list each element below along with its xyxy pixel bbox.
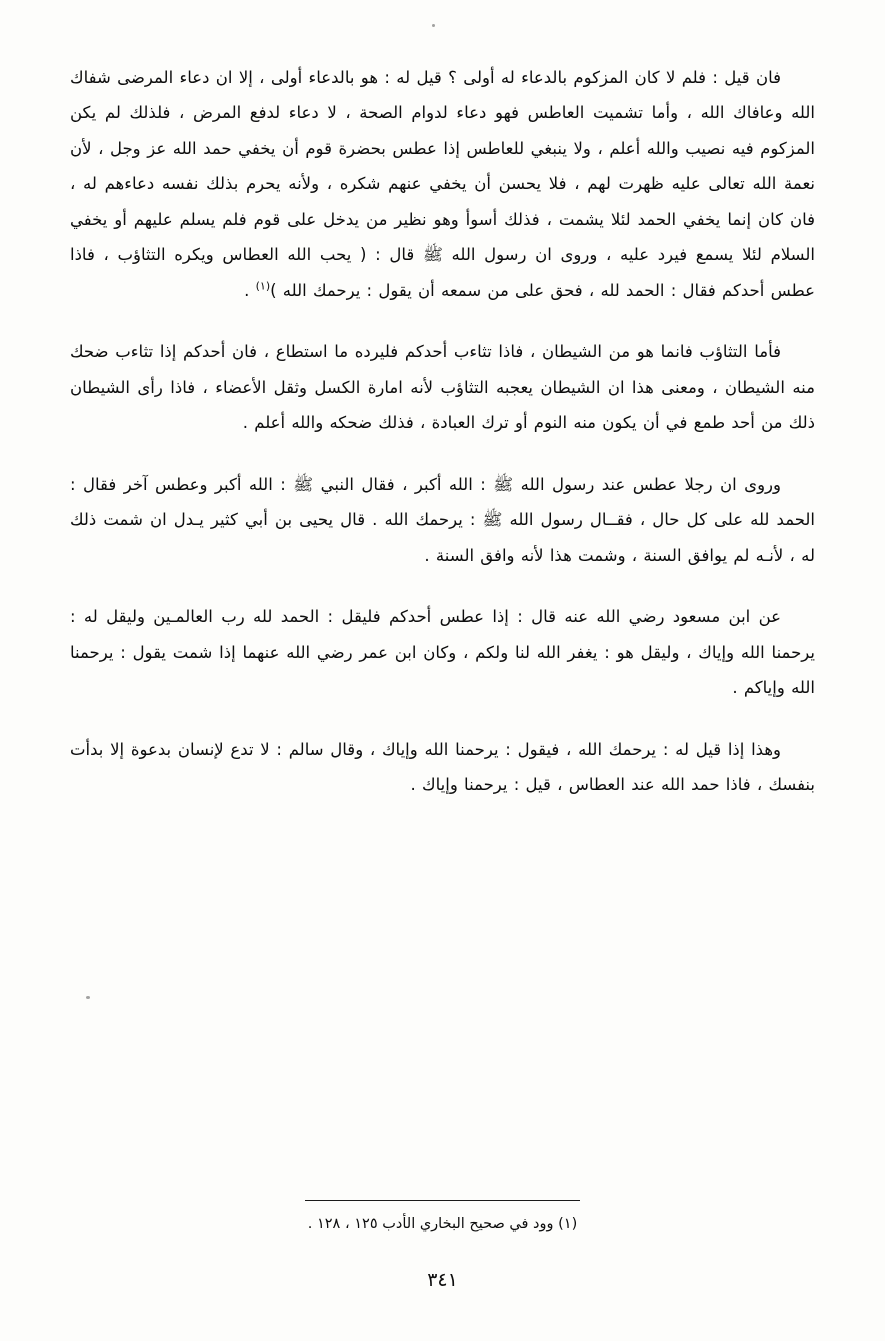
footnote-marker: (١) — [255, 279, 271, 293]
footnote-divider — [305, 1200, 580, 1201]
footnote-text: (١) وود في صحيح البخاري الأدب ١٢٥ ، ١٢٨ . — [307, 1215, 578, 1232]
paragraph-4: عن ابن مسعود رضي الله عنه قال : إذا عطس أحدكم فليقل : الحمد لله رب العالمـين وليقل له : يرحمنا الله وإياك ، وليقل هو : يغفر الله لنا ولكم ، وكان ابن عمر رضي الله عنهما إذا شمت يقول : يرحمنا الله وإياكم . — [70, 607, 815, 698]
paragraph-1: فان قيل : فلم لا كان المزكوم بالدعاء له أولى ؟ قيل له : هو بالدعاء أولى ، إلا ان دعاء المرضى شفاك الله وعافاك الله ، وأما تشميت العاطس فهو دعاء لدوام الصحة ، لا دعاء لدفع المرض ، فلذلك لم يكن المزكوم فيه نصيب والله أعلم ، ولا ينبغي للعاطس إذا عطس بحضرة قوم أن يخفي حمد الله عز وجل ، لأن نعمة الله تعالى عليه ظهرت لهم ، فلا يحسن أن يخفي عنهم شكره ، ولأنه يحرم بذلك نفسه دعاءهم له ، فان كان إنما يخفي الحمد لئلا يشمت ، فذلك أسوأ وهو نظير من يدخل على قوم فلم يسلم عليهم أو يخفي السلام لئلا يسمع فيرد عليه ، وروى ان رسول الله ﷺ قال : ( يحب الله العطاس ويكره التثاؤب ، فاذا عطس أحدكم فقال : الحمد لله ، فحق على من سمعه أن يقول : يرحمك الله )$^{(١)}$ . — [70, 68, 815, 300]
page-content — [70, 60, 815, 1311]
footnote-area — [70, 1200, 815, 1237]
paragraph-3: وروى ان رجلا عطس عند رسول الله ﷺ : الله أكبر ، فقال النبي ﷺ : الله أكبر وعطس آخر فقال : الحمد لله على كل حال ، فقــال رسول الله ﷺ : يرحمك الله . قال يحيى بن أبي كثير يـدل ان شمت ذلك له ، لأنـه لم يوافق السنة ، وشمت هذا لأنه وافق السنة . — [70, 474, 815, 565]
scan-speck — [432, 24, 435, 27]
body-text — [70, 60, 815, 802]
page-number: ٣٤١ — [427, 1269, 458, 1291]
paragraph-5: وهذا إذا قيل له : يرحمك الله ، فيقول : يرحمنا الله وإياك ، وقال سالم : لا تدع لإنسان بدعوة إلا بدأت بنفسك ، فاذا حمد الله عند العطاس ، قيل : يرحمنا وإياك . — [70, 739, 815, 794]
paragraph-1-text: فان قيل : فلم لا كان المزكوم بالدعاء له أولى ؟ قيل له : هو بالدعاء أولى ، إلا ان دعاء المرضى شفاك الله وعافاك الله ، وأما تشميت العاطس فهو دعاء لدوام الصحة ، لا دعاء لدفع المرض ، فلذلك لم يكن المزكوم فيه نصيب والله أعلم ، ولا ينبغي للعاطس إذا عطس بحضرة قوم أن يخفي حمد الله عز وجل ، لأن نعمة الله تعالى عليه ظهرت لهم ، فلا يحسن أن يخفي عنهم شكره ، ولأنه يحرم بذلك نفسه دعاءهم له ، فان كان إنما يخفي الحمد لئلا يشمت ، فذلك أسوأ وهو نظير من يدخل على قوم فلم يسلم عليهم أو يخفي السلام لئلا يسمع فيرد عليه ، وروى ان رسول الله ﷺ قال : ( يحب الله العطاس ويكره التثاؤب ، فاذا عطس أحدكم فقال : الحمد لله ، فحق على من سمعه أن يقول : يرحمك الله ) — [70, 68, 815, 300]
paragraph-2: فأما التثاؤب فانما هو من الشيطان ، فاذا تثاءب أحدكم فليرده ما استطاع ، فان أحدكم إذا تثاءب ضحك منه الشيطان ، ومعنى هذا ان الشيطان يعجبه التثاؤب لأنه امارة الكسل وثقل الأعضاء ، فاذا رأى الشيطان ذلك من أحد طمع في أن يكون منه النوم أو ترك العبادة ، فذلك ضحكه والله أعلم . — [70, 342, 815, 433]
